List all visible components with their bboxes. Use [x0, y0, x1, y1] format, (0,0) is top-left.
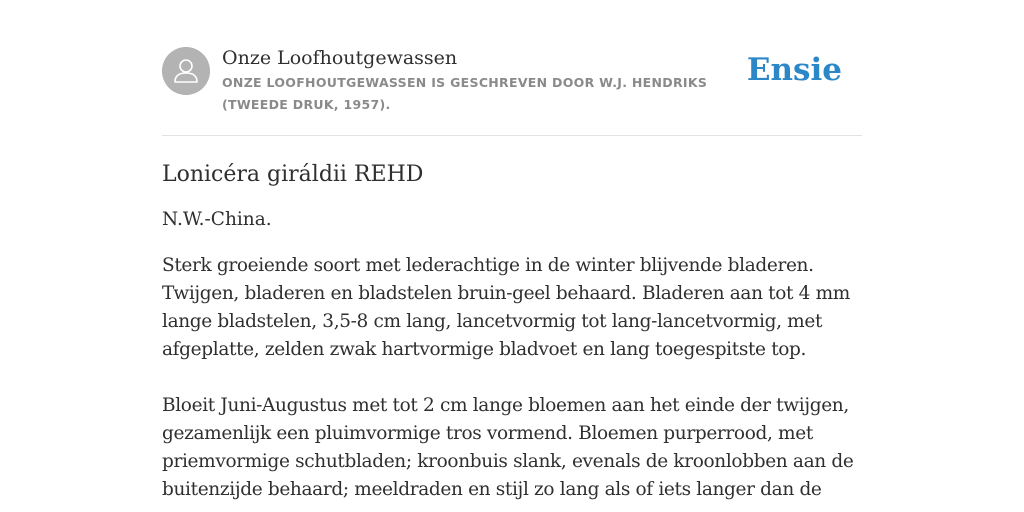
book-header [162, 46, 862, 136]
entry-content [162, 158, 862, 504]
book-subtitle: ONZE LOOFHOUTGEWASSEN IS GESCHREVEN DOOR W.J. HENDRIKS (TWEEDE DRUK, 1957). [222, 75, 708, 112]
ensie-logo[interactable]: Ensie [746, 52, 842, 88]
entry-paragraph-flowering: Bloeit Juni-Augustus met tot 2 cm lange bloemen aan het einde der twijgen, gezamenlijk een pluimvormige tros vormend. Bloemen purperrood, met priemvormige schutbladen; kroonbuis slank, evenals de kroonlobben aan de buitenzijde behaard; meeldraden en stijl zo lang als of iets langer dan de [162, 395, 854, 500]
entry-paragraph-description: Sterk groeiende soort met lederachtige in de winter blijvende bladeren. Twijgen, bladeren en bladstelen bruin-geel behaard. Bladeren aan tot 4 mm lange bladstelen, 3,5-8 cm lang, lancetvormig tot lang-lancetvormig, met afgeplatte, zelden zwak hartvormige bladvoet en lang toegespitste top. [162, 255, 850, 360]
user-silhouette-icon[interactable] [162, 47, 210, 95]
book-title[interactable]: Onze Loofhoutgewassen [222, 47, 458, 69]
header-divider [162, 135, 862, 136]
entry-title: Lonicéra giráldii REHD [162, 162, 424, 187]
entry-region: N.W.-China. [162, 209, 272, 230]
